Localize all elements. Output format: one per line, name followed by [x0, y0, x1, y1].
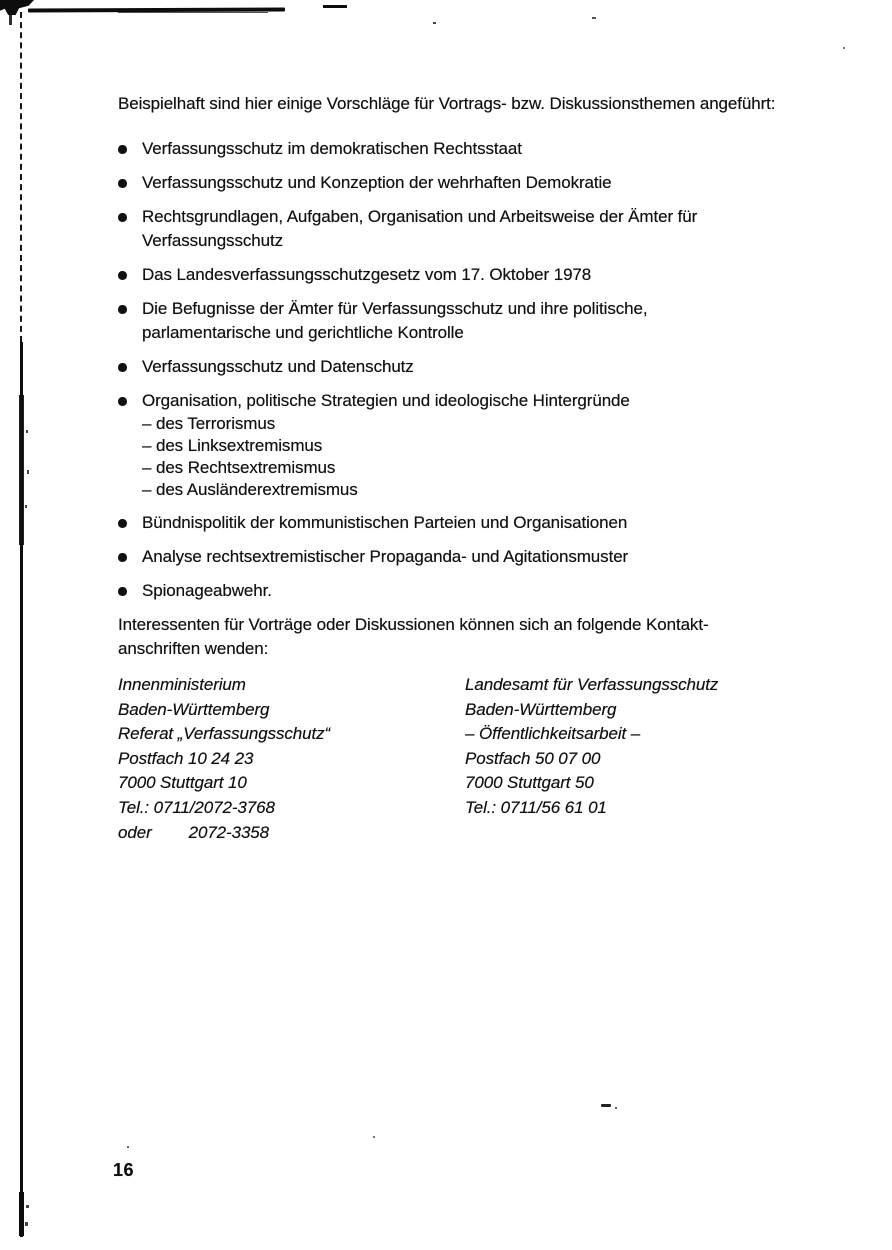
- topic-text: Die Befugnisse der Ämter für Verfassungsschutz und ihre politische, parlamentarische und gerichtliche Kontrolle: [142, 299, 648, 342]
- subtopic-item: – des Terrorismus: [142, 414, 276, 433]
- contact-address-innenministerium: [118, 673, 465, 845]
- topic-item: [118, 205, 780, 253]
- contact-line: Postfach 50 07 00: [465, 748, 601, 768]
- contact-intro-paragraph: [118, 613, 780, 661]
- subtopic-item: – des Linksextremismus: [142, 436, 323, 455]
- text-block: [118, 74, 780, 845]
- bullet-icon: [118, 579, 142, 603]
- scan-speck: [592, 17, 596, 19]
- scan-speck: [27, 470, 29, 474]
- topic-item: [118, 355, 780, 379]
- scan-speck: [615, 1107, 617, 1109]
- bullet-icon: [118, 171, 142, 195]
- scan-dash-mark: [601, 1104, 611, 1107]
- intro-paragraph: Beispielhaft sind hier einige Vorschläge für Vortrags- bzw. Diskussionsthemen angeführt:: [118, 94, 776, 113]
- bullet-icon: [118, 355, 142, 379]
- scan-artifact-top-dash: [323, 5, 347, 8]
- contact-address-landesamt: [465, 673, 780, 845]
- scan-speck: [26, 430, 28, 433]
- scan-speck: [25, 1222, 28, 1226]
- scan-speck: [433, 22, 436, 24]
- contact-line: Innenministerium: [118, 675, 246, 694]
- topic-text: Verfassungsschutz im demokratischen Rechtsstaat: [142, 139, 522, 158]
- topic-text: Das Landesverfassungsschutzgesetz vom 17. Oktober 1978: [142, 265, 592, 284]
- scan-speck: [127, 1146, 129, 1148]
- scan-artifact-left-line-dashed: [20, 12, 22, 342]
- bullet-icon: [118, 389, 142, 501]
- contact-line: 7000 Stuttgart 50: [465, 773, 594, 793]
- contact-columns: [118, 673, 780, 845]
- contact-line: oder 2072-3358: [118, 822, 270, 842]
- topic-text: Organisation, politische Strategien und ideologische Hintergründe: [142, 391, 630, 410]
- topic-item: [118, 545, 780, 569]
- page-number: 16: [113, 1160, 135, 1180]
- contact-line: Tel.: 0711/56 61 01: [465, 797, 607, 817]
- topic-item: [118, 263, 780, 287]
- topic-text: Verfassungsschutz und Datenschutz: [142, 357, 414, 376]
- scan-speck: [373, 1136, 375, 1138]
- contact-line: 7000 Stuttgart 10: [118, 773, 247, 793]
- subtopic-item: – des Rechtsextremismus: [142, 458, 336, 477]
- bullet-icon: [118, 297, 142, 345]
- bullet-icon: [118, 263, 142, 287]
- topic-text: Spionageabwehr.: [142, 581, 272, 600]
- contact-line: Baden-Württemberg: [118, 699, 270, 719]
- scan-artifact-top-line-2: [118, 12, 268, 14]
- topic-item: [118, 137, 780, 161]
- bullet-icon: [118, 137, 142, 161]
- subtopic-list: [142, 413, 780, 501]
- topic-text: Analyse rechtsextremistischer Propaganda- und Agitationsmuster: [142, 547, 629, 566]
- topic-text: Bündnispolitik der kommunistischen Parteien und Organisationen: [142, 513, 628, 532]
- scan-artifact-left-blotch: [19, 395, 24, 545]
- scan-artifact-corner-tail: [9, 14, 12, 25]
- contact-line: Referat „Verfassungsschutz“: [118, 724, 331, 744]
- contact-intro-line: anschriften wenden:: [118, 639, 269, 658]
- contact-line: Baden-Württemberg: [465, 699, 617, 719]
- topic-item: [118, 297, 780, 345]
- topic-list: [118, 137, 780, 603]
- subtopic-item: – des Ausländerextremismus: [142, 480, 358, 499]
- topic-item: [118, 171, 780, 195]
- contact-line: Postfach 10 24 23: [118, 748, 254, 768]
- topic-text: Verfassungsschutz und Konzeption der wehrhaften Demokratie: [142, 173, 612, 192]
- contact-line: Landesamt für Verfassungsschutz: [465, 675, 719, 694]
- scan-artifact-top-line: [28, 8, 285, 12]
- scan-speck: [25, 505, 27, 508]
- scan-artifact-left-blotch-bottom: [19, 1192, 24, 1236]
- scan-speck: [26, 1205, 29, 1208]
- bullet-icon: [118, 205, 142, 253]
- bullet-icon: [118, 511, 142, 535]
- scan-artifact-left-line: [20, 342, 23, 1237]
- topic-item: [118, 389, 780, 501]
- contact-line: Tel.: 0711/2072-3768: [118, 797, 275, 817]
- topic-item: [118, 511, 780, 535]
- contact-line: – Öffentlichkeitsarbeit –: [465, 724, 641, 744]
- scan-speck: [843, 47, 845, 49]
- bullet-icon: [118, 545, 142, 569]
- contact-intro-line: Interessenten für Vorträge oder Diskussionen können sich an folgende Kontakt-: [118, 615, 709, 634]
- topic-text: Rechtsgrundlagen, Aufgaben, Organisation und Arbeitsweise der Ämter für Verfassungsschutz: [142, 207, 698, 250]
- scan-artifact-corner-blob: [0, 0, 34, 15]
- topic-item: [118, 579, 780, 603]
